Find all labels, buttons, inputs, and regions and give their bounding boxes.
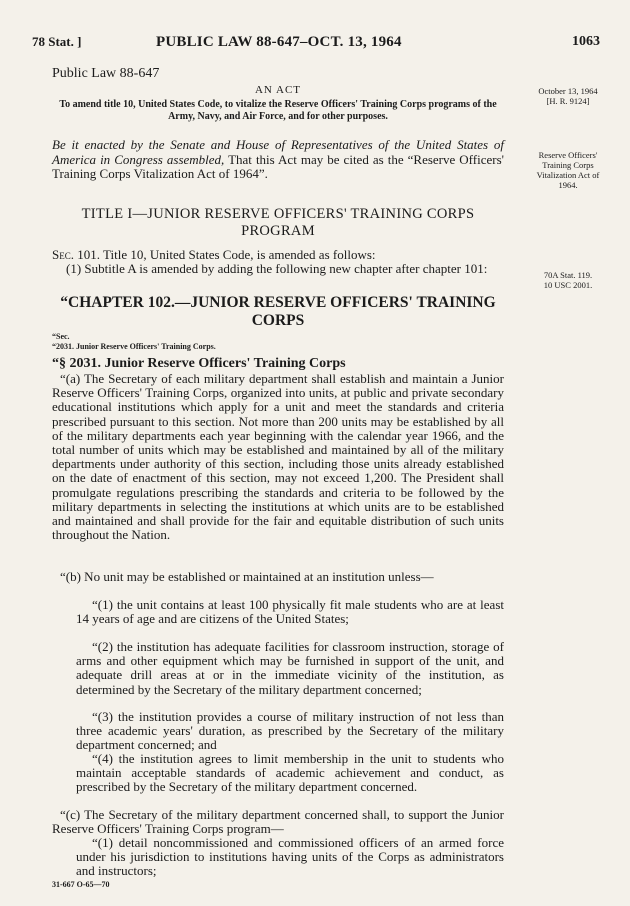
subtitle-a-amendment: (1) Subtitle A is amended by adding the following new chapter after chapter 101: <box>66 261 488 276</box>
paragraph-b-item: “(3) the institution provides a course of military instruction of not less than three academic years' duration, as prescribed by the Secretary of the military department concerned; and <box>76 709 504 753</box>
title-heading: TITLE I—JUNIOR RESERVE OFFICERS' TRAINING CORPS PROGRAM <box>81 206 475 239</box>
section-heading: “§ 2031. Junior Reserve Officers' Training Corps <box>52 356 346 371</box>
chapter-heading: “CHAPTER 102.—JUNIOR RESERVE OFFICERS' TRAINING CORPS <box>60 294 496 329</box>
running-header: PUBLIC LAW 88-647–OCT. 13, 1964 <box>156 34 402 50</box>
section-101-text: Title 10, United States Code, is amended as follows: <box>99 247 376 262</box>
enacting-clause <box>52 138 504 182</box>
margin-date: October 13, 1964 <box>538 86 598 96</box>
paragraph-c-item: “(1) detail noncommissioned and commissioned officers of an armed force under his jurisdiction to institutions having units of the Corps as administrators and instructors; <box>76 835 504 879</box>
margin-short-title-note <box>508 150 628 190</box>
paragraph-a: “(a) The Secretary of each military department shall establish and maintain a Junior Reserve Officers' Training Corps, organized into units, at public and private secondary educational institutions which apply for a unit and meet the standards and criteria prescribed pursuant to this section. Not more than 200 units may be established by all of the military departments each year beginning with the calendar year 1966, and the total number of units which may be established and maintained by all of the military departments under authority of this section, including those units already established on the date of enactment of this section, may not exceed 1,200. The President shall promulgate regulations prescribing the standards and criteria to be followed by the military departments in selecting the institutions at which units are to be established and maintained and shall provide for the fair and equitable distribution of such units throughout the Nation. <box>52 371 504 543</box>
public-law-label: Public Law 88-647 <box>52 66 160 81</box>
paragraph-b-item: “(1) the unit contains at least 100 physically fit male students who are at least 14 years of age and are citizens of the United States; <box>76 597 504 627</box>
paragraph-b-item: “(4) the institution agrees to limit membership in the unit to students who maintain acceptable standards of academic achievement and conduct, as prescribed by the Secretary of the military department concerned. <box>76 751 504 795</box>
section-list-item: “2031. Junior Reserve Officers' Training Corps. <box>52 342 216 351</box>
statute-reference: 78 Stat. ] <box>32 34 82 49</box>
paragraph-b: “(b) No unit may be established or maintained at an institution unless— <box>60 569 434 584</box>
margin-short-title-line: Vitalization Act of <box>536 170 600 180</box>
margin-statute-note <box>508 270 628 290</box>
short-title-text: That this Act may be cited as the “Reserve Officers' Training Corps Vitalization Act of 1964”. <box>52 151 504 181</box>
act-purpose: To amend title 10, United States Code, to vitalize the Reserve Officers' Training Corps programs of the Army, Navy, and Air Force, and for other purposes. <box>59 99 497 122</box>
print-code: 31-667 O-65—70 <box>52 880 110 889</box>
section-101-label: Sec. 101. <box>52 247 100 262</box>
margin-short-title-line: 1964. <box>558 180 578 190</box>
act-heading: AN ACT <box>254 84 302 96</box>
paragraph-c: “(c) The Secretary of the military department concerned shall, to support the Junior Reserve Officers' Training Corps program— <box>52 807 504 837</box>
margin-short-title-line: Reserve Officers' <box>538 150 598 160</box>
margin-date-note <box>508 86 628 106</box>
margin-short-title-line: Training Corps <box>542 160 594 170</box>
margin-usc-ref: 10 USC 2001. <box>543 280 593 290</box>
page-number: 1063 <box>572 34 600 49</box>
enacting-formula: Be it enacted by the Senate and House of Representatives of the United States of America in Congress assembled, <box>52 137 504 167</box>
margin-bill: [H. R. 9124] <box>546 96 590 106</box>
margin-stat-ref: 70A Stat. 119. <box>543 270 593 280</box>
paragraph-b-item: “(2) the institution has adequate facilities for classroom instruction, storage of arms and other equipment which may be furnished in support of the unit, and adequate drill areas at or in the immediate vicinity of the institution, as determined by the Secretary of the military department concerned; <box>76 639 504 697</box>
section-list-label: “Sec. <box>52 332 70 341</box>
